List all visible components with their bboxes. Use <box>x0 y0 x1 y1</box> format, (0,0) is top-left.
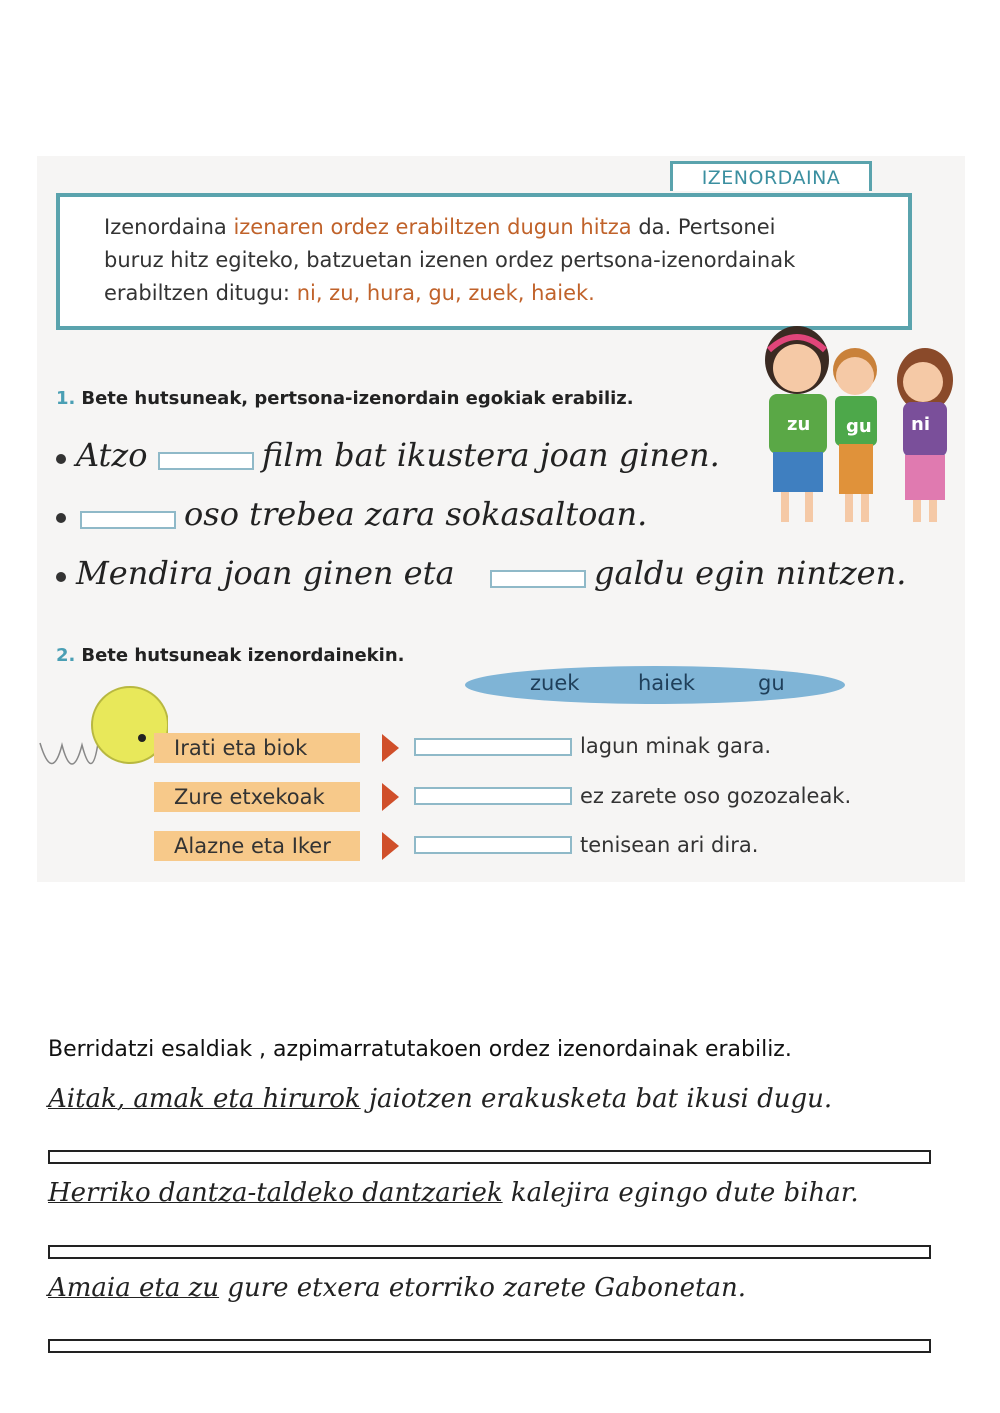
exercise-2-title <box>56 645 404 666</box>
sentence-3-start: Mendira joan ginen eta <box>76 554 455 592</box>
leg-shape <box>913 500 921 522</box>
word-bank-item-gu: gu <box>758 671 785 695</box>
pants-shape <box>839 444 873 494</box>
subject-label-3: Alazne eta Iker <box>154 831 360 861</box>
word-bank-item-haiek: haiek <box>638 671 696 695</box>
leg-shape <box>805 492 813 522</box>
pronoun-list: ni, zu, hura, gu, zuek, haiek. <box>296 281 595 305</box>
arrow-right-icon <box>382 832 399 860</box>
predicate-3: tenisean ari dira. <box>580 833 759 857</box>
word-bank-item-zuek: zuek <box>530 671 580 695</box>
topic-tag: IZENORDAINA <box>670 161 872 191</box>
blank-input-4[interactable] <box>414 738 572 756</box>
sentence-1-start: Atzo <box>76 436 148 474</box>
kid-label-ni: ni <box>911 414 930 435</box>
leg-shape <box>861 494 869 522</box>
underlined-phrase: Herriko dantza-taldeko dantzariek <box>48 1178 503 1208</box>
exercise-title-text: Bete hutsuneak izenordainekin. <box>81 645 405 666</box>
blank-input-1[interactable] <box>158 452 254 470</box>
blank-input-2[interactable] <box>80 511 176 529</box>
sentence-rest: jaiotzen erakusketa bat ikusi dugu. <box>360 1084 833 1114</box>
blank-input-5[interactable] <box>414 787 572 805</box>
blank-input-3[interactable] <box>490 570 586 588</box>
rewrite-sentence-2 <box>48 1178 859 1208</box>
arrow-right-icon <box>382 783 399 811</box>
face-shape <box>836 357 874 395</box>
rewrite-sentence-3 <box>48 1273 746 1303</box>
bullet-icon <box>56 513 66 523</box>
leg-shape <box>845 494 853 522</box>
definition-highlight: izenaren ordez erabiltzen dugun hitza <box>233 215 632 239</box>
tennis-ball-illustration <box>38 683 168 783</box>
kid-label-gu: gu <box>846 416 872 437</box>
exercise-1-title <box>56 388 634 409</box>
predicate-2: ez zarete oso gozozaleak. <box>580 784 852 808</box>
underlined-phrase: Amaia eta zu <box>48 1273 220 1303</box>
rewrite-instruction: Berridatzi esaldiak , azpimarratutakoen ordez izenordainak erabiliz. <box>48 1037 792 1062</box>
definition-box <box>56 193 912 330</box>
definition-line-2: buruz hitz egiteko, batzuetan izenen ordez pertsona-izenordainak <box>104 248 796 272</box>
face-shape <box>773 344 821 392</box>
leg-shape <box>781 492 789 522</box>
kid-label-zu: zu <box>787 414 811 435</box>
sentence-rest: gure etxera etorriko zarete Gabonetan. <box>219 1273 746 1303</box>
sentence-3-end: galdu egin nintzen. <box>594 554 907 592</box>
blank-input-6[interactable] <box>414 836 572 854</box>
definition-text: erabiltzen ditugu: <box>104 281 297 305</box>
leg-shape <box>929 500 937 522</box>
answer-line-1[interactable] <box>48 1150 931 1164</box>
definition-line-3 <box>104 281 595 305</box>
face-shape <box>903 362 943 402</box>
underlined-phrase: Aitak, amak eta hirurok <box>48 1084 361 1114</box>
definition-text: Izenordaina <box>104 215 234 239</box>
sentence-1-end: film bat ikustera joan ginen. <box>262 436 720 474</box>
ball-eye-shape <box>138 734 146 742</box>
definition-text: da. Pertsonei <box>631 215 776 239</box>
definition-line-1 <box>104 215 775 239</box>
bullet-icon <box>56 572 66 582</box>
predicate-1: lagun minak gara. <box>580 734 772 758</box>
skirt-shape <box>773 452 823 492</box>
subject-label-2: Zure etxekoak <box>154 782 360 812</box>
exercise-title-text: Bete hutsuneak, pertsona-izenordain egokiak erabiliz. <box>81 388 634 409</box>
bounce-trail-shape <box>40 743 98 764</box>
sentence-rest: kalejira egingo dute bihar. <box>502 1178 859 1208</box>
rewrite-sentence-1 <box>48 1084 832 1114</box>
answer-line-3[interactable] <box>48 1339 931 1353</box>
exercise-number: 1. <box>56 388 76 409</box>
skirt-shape <box>905 455 945 500</box>
answer-line-2[interactable] <box>48 1245 931 1259</box>
subject-label-1: Irati eta biok <box>154 733 360 763</box>
sentence-2-end: oso trebea zara sokasaltoan. <box>184 495 648 533</box>
exercise-number: 2. <box>56 645 76 666</box>
bullet-icon <box>56 454 66 464</box>
arrow-right-icon <box>382 734 399 762</box>
